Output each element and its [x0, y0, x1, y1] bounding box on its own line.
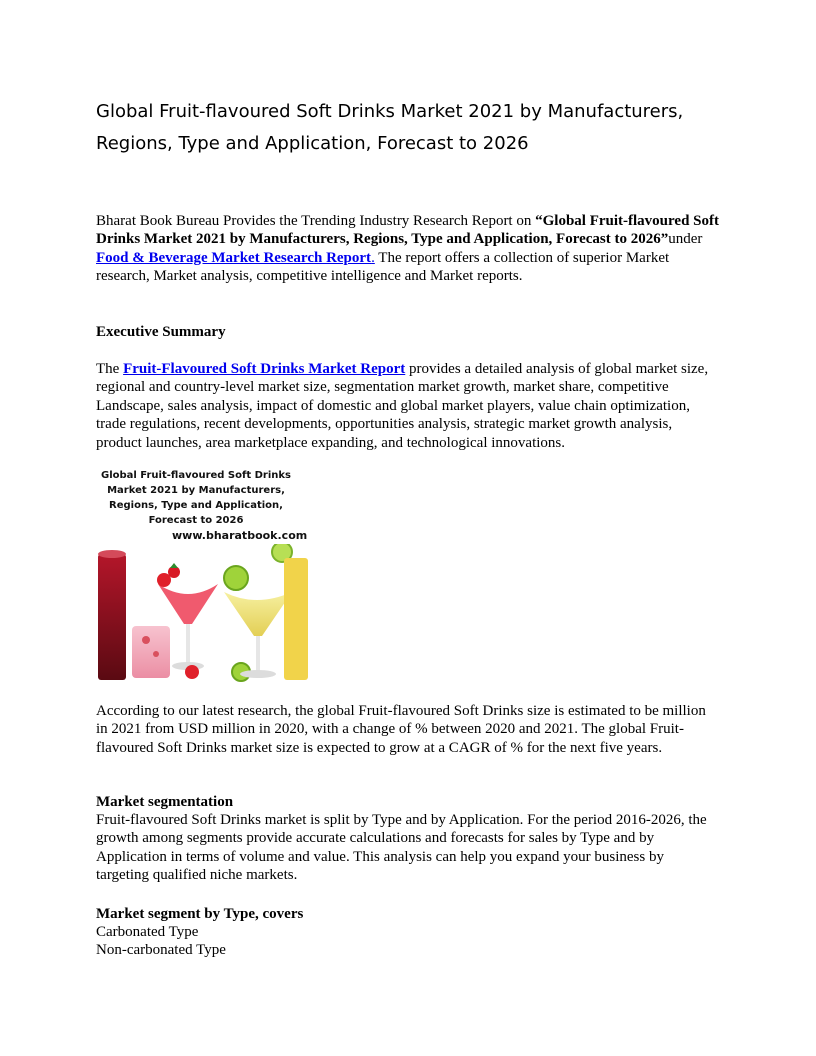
segment-by-type-heading: Market segment by Type, covers	[96, 906, 304, 922]
fruit-flavoured-report-link[interactable]: Fruit-Flavoured Soft Drinks Market Report	[123, 361, 406, 377]
exec-pre: The	[96, 361, 124, 377]
intro-pre: Bharat Book Bureau Provides the Trending Industry Research Report on	[96, 213, 536, 229]
page-title: Global Fruit-flavoured Soft Drinks Market 2021 by Manufacturers, Regions, Type and Application, Forecast to 2026	[96, 101, 684, 154]
figure-url: www.bharatbook.com	[172, 529, 308, 542]
intro-paragraph	[96, 212, 720, 286]
executive-summary-heading: Executive Summary	[96, 324, 226, 340]
intro-post: The report offers a collection of superior Market research, Market analysis, competitive intelligence and Market reports.	[96, 249, 670, 285]
list-item: Non-carbonated Type	[96, 942, 226, 959]
segment-type-list	[96, 923, 720, 960]
market-segmentation-heading: Market segmentation	[96, 794, 234, 810]
exec-post: provides a detailed analysis of global market size, regional and country-level market size, segmentation market growth, market share, competitive Landscape, sales analysis, impact of domestic and global market players, value chain optimization, trade regulations, recent developments, opportunities analysis, strategic market growth analysis, product launches, area marketplace expanding, and technological innovations.	[96, 361, 709, 451]
drinks-illustration	[96, 544, 310, 682]
market-segmentation-paragraph: Fruit-flavoured Soft Drinks market is split by Type and by Application. For the period 2016-2026, the growth among segments provide accurate calculations and forecasts for sales by Type and by Application in terms of volume and value. This analysis can help you expand your business by targeting qualified niche markets.	[96, 812, 707, 884]
list-item: Carbonated Type	[96, 924, 199, 940]
report-cover-image	[96, 468, 310, 682]
intro-mid: under	[668, 231, 703, 248]
figure-caption: Global Fruit-flavoured Soft Drinks Market 2021 by Manufacturers, Regions, Type and Application, Forecast to 2026	[100, 470, 291, 526]
food-beverage-report-link-period[interactable]: .	[371, 249, 375, 266]
executive-summary-paragraph	[96, 360, 720, 452]
research-paragraph: According to our latest research, the global Fruit-flavoured Soft Drinks size is estimated to be million in 2021 from USD million in 2020, with a change of % between 2020 and 2021. The global Fruit-flavoured Soft Drinks market size is expected to grow at a CAGR of % for the next five years.	[96, 703, 706, 756]
food-beverage-report-link[interactable]: Food & Beverage Market Research Report	[96, 249, 372, 266]
intro-report-title: “Global Fruit-flavoured Soft Drinks Market 2021 by Manufacturers, Regions, Type and Application, Forecast to 2026”	[96, 213, 719, 248]
